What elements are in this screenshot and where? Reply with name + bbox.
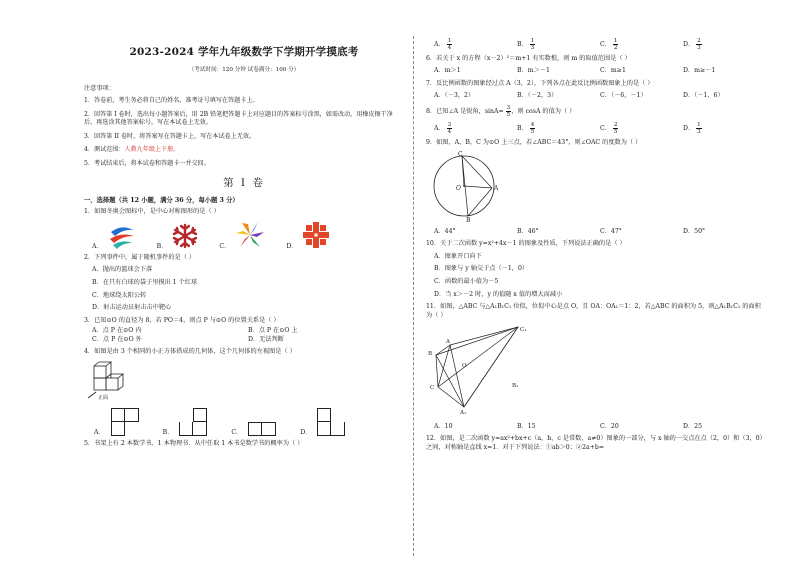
- question-10-option-a: A．图象开口向下: [434, 252, 482, 260]
- numerator: 1: [530, 38, 535, 44]
- question-1-stem: 1．如图冬奥会图标中，是中心对称图形的是（ ）: [84, 207, 220, 215]
- question-9-option-b: B．46°: [517, 228, 539, 236]
- color-petal-emblem-icon: [234, 220, 266, 250]
- denominator: 5: [530, 128, 535, 135]
- option-label: B．: [517, 124, 528, 132]
- question-1-option-c: [219, 220, 266, 250]
- fraction: [447, 38, 453, 51]
- view-shape-d: [317, 408, 345, 436]
- notice-item-4-prefix: 4．测试范围：: [84, 146, 125, 154]
- point-a1-label: A₁: [460, 410, 467, 417]
- fraction: [530, 38, 536, 51]
- option-label: C．: [600, 124, 611, 132]
- question-9-option-c: C．47°: [600, 228, 622, 236]
- question-5-option-a: [434, 38, 517, 51]
- option-label: C．: [600, 41, 611, 48]
- question-7-stem: 7．反比例函数的图象经过点 A（3，2），下列各点在此反比例函数图象上的是（ ）: [426, 79, 654, 87]
- question-12-stem: 12．如图，是二次函数 y=ax²+bx+c（a，b，c 是常数，a≠0）图象的一部分，与 x 轴的一交点在点（2，0）和（3，0）之间，对称轴是直线 x=1．对于下列说法：①ab＞0；②2a+b=: [426, 435, 766, 451]
- option-label: B．: [156, 242, 168, 250]
- fraction: [696, 122, 702, 135]
- notice-item-4: [84, 146, 404, 155]
- denominator: 3: [697, 128, 701, 135]
- question-2-option-d: D．射击运动员射击击中靶心: [92, 304, 172, 312]
- question-4-option-a: [94, 408, 139, 436]
- question-5-stem: 5．书架上有 2 本数学书、1 本物理书．从中任取 1 本书是数学书的概率为（ ）: [84, 439, 304, 447]
- view-shape-c: [248, 422, 276, 436]
- numerator: 2: [697, 38, 701, 44]
- option-label: D．: [683, 124, 695, 132]
- option-label: C．: [231, 428, 243, 436]
- question-4-option-d: [300, 408, 345, 436]
- notice-heading: 注意事项：: [84, 85, 115, 92]
- question-7-option-b: B．（－2，3）: [517, 92, 558, 100]
- point-b-label: B: [466, 217, 471, 225]
- question-11-option-c: C．20: [600, 423, 619, 431]
- part-title: 一、选择题（共 12 小题，满分 36 分，每小题 3 分）: [84, 196, 239, 204]
- question-7-options: [426, 92, 766, 100]
- view-shape-a: [111, 408, 139, 436]
- ribbon-emblem-icon: [107, 224, 137, 250]
- question-5-option-b: [517, 38, 600, 51]
- denominator: 5: [613, 128, 618, 135]
- circle-diagram: [426, 150, 506, 225]
- question-5-options: [426, 38, 766, 51]
- question-8-option-c: [600, 122, 683, 135]
- option-label: B．: [162, 428, 174, 436]
- question-8-option-a: [434, 122, 517, 135]
- question-6-options: [426, 67, 766, 75]
- notice-item-2: 2．回答第 I 卷时，选出每小题答案后，用 2B 铅笔把答题卡上对应题目的答案标号涂黑，如需改动，用橡皮擦干净后，再选涂其他答案标号，写在本试卷上无效。: [84, 110, 393, 127]
- fraction: [447, 122, 453, 135]
- question-8-stem-prefix: 8．已知∠A 是锐角，sinA=: [426, 107, 504, 115]
- question-6-option-a: A．m＞1: [434, 67, 461, 75]
- question-4-stem: 4．如图是由 3 个相同的小正方体搭成的几何体，这个几何体的左视图是（ ）: [84, 348, 296, 356]
- question-6-option-b: B．m＞－1: [517, 67, 550, 75]
- option-label: B．: [517, 41, 528, 48]
- question-11-stem: 11．如图，△ABC 与△A₁B₁C₁ 位似，位似中心是点 O，且 OA：OA₁＝1：2，若△ABC 的面积为 5，则△A₁B₁C₁ 的面积为（ ）: [426, 303, 761, 319]
- question-2-stem: 2．下列事件中，属于随机事件的是（ ）: [84, 253, 196, 261]
- numerator: 1: [613, 38, 618, 44]
- question-4-option-c: [231, 422, 276, 436]
- question-3-stem: 3．已知⊙O 的直径为 8，若 PO＝4，则点 P 与⊙O 的位置关系是（ ）: [84, 316, 280, 324]
- option-label: D．: [683, 41, 695, 48]
- question-8-options: [426, 122, 766, 135]
- question-11-option-d: D．25: [683, 423, 703, 431]
- snowflake-emblem-icon: [171, 222, 199, 250]
- question-4-option-b: [163, 408, 208, 436]
- question-10-option-c: C．函数的最小值为－5: [434, 278, 499, 286]
- denominator: 4: [447, 128, 452, 135]
- question-10-stem: 10．关于二次函数 y=x²+4x－1 的图象及性质，下列说法正确的是（ ）: [426, 240, 626, 248]
- option-label: D．: [300, 428, 312, 436]
- question-2-option-c: C．地球绕太阳公转: [92, 291, 147, 299]
- section-title: 第 I 卷: [223, 176, 265, 189]
- question-4-figure: [84, 360, 404, 404]
- question-2-option-a: A．抛出的篮球会下落: [92, 266, 153, 274]
- point-a-label: A: [446, 339, 450, 346]
- notice-item-4-scope: 人教九年级上下册。: [124, 146, 180, 154]
- column-divider: [413, 36, 414, 556]
- numerator: 1: [697, 121, 701, 128]
- question-11-figure: [426, 323, 766, 419]
- question-10-option-b: B．图象与 y 轴交于点（－1，0）: [434, 265, 529, 273]
- question-9-figure: [426, 150, 766, 224]
- view-shape-b: [179, 408, 207, 436]
- question-9-option-a: A．44°: [434, 228, 456, 236]
- option-label: A．: [434, 41, 445, 48]
- right-column: [426, 38, 766, 452]
- cube-stack-diagram: [84, 360, 144, 400]
- fraction: [696, 38, 702, 51]
- numerator: 1: [447, 38, 452, 44]
- question-9-options: [426, 228, 766, 236]
- cross-pattern-emblem-icon: [301, 220, 331, 250]
- question-7-option-a: A．（－3，2）: [434, 92, 475, 100]
- point-b1-label: B₁: [512, 383, 519, 390]
- point-a-label: A: [494, 185, 499, 193]
- option-label: C．: [219, 242, 231, 250]
- question-8-stem-suffix: ，则 cosA 的值为（ ）: [511, 107, 576, 115]
- question-7-option-c: C．（－6，－1）: [600, 92, 647, 100]
- similar-triangles-diagram: [426, 323, 546, 415]
- option-label: A．: [92, 242, 103, 250]
- point-c-label: C: [458, 151, 463, 159]
- question-1-option-b: [157, 222, 200, 250]
- front-view-label: 正面: [98, 394, 109, 401]
- question-8-option-d: [683, 122, 766, 135]
- question-4-options: [84, 408, 404, 436]
- notice-item-5: 5．考试结束后，将本试卷和答题卡一并交回。: [84, 159, 210, 167]
- point-o-label: O: [462, 363, 467, 370]
- exam-title: 2023-2024 学年九年级数学下学期开学摸底考: [129, 46, 359, 58]
- question-3-options: [84, 327, 404, 344]
- question-3-option-c: C．点 P 在⊙O 外: [92, 335, 142, 343]
- left-column: [84, 40, 404, 448]
- numerator: 4: [530, 121, 535, 128]
- question-5-option-c: [600, 38, 683, 51]
- question-9-stem: 9．如图，A，B，C 为⊙O 上三点，若∠ABC＝43°，则∠OAC 的度数为（ ）: [426, 138, 642, 146]
- question-11-option-b: B．15: [517, 423, 536, 431]
- question-3-option-d: D．无法判断: [248, 335, 284, 343]
- option-label: A．: [94, 428, 105, 436]
- question-9-option-d: D．50°: [683, 228, 706, 236]
- question-1-option-d: [286, 220, 331, 250]
- option-label: D．: [286, 242, 298, 250]
- notice-item-1: 1．答卷前，考生务必将自己的姓名、准考证号填写在答题卡上。: [84, 97, 259, 104]
- fraction: [613, 38, 619, 51]
- question-1-option-a: [92, 224, 137, 250]
- point-o-label: O: [456, 185, 461, 193]
- denominator: 5: [506, 111, 511, 118]
- point-c-label: C: [430, 385, 435, 392]
- numerator: 2: [613, 121, 618, 128]
- question-3-option-b: B．点 P 在⊙O 上: [248, 327, 298, 335]
- question-8-option-b: [517, 122, 600, 135]
- question-11-options: [426, 423, 766, 431]
- question-2-option-b: B．在只有白球的袋子里摸出 1 个红球: [92, 278, 198, 286]
- notice-item-3: 3．回答第 II 卷时，将答案写在答题卡上，写在本试卷上无效。: [84, 132, 256, 140]
- fraction: [530, 122, 536, 135]
- denominator: 3: [697, 45, 701, 51]
- question-7-option-d: D．（－1，6）: [683, 92, 724, 100]
- question-6-option-d: D．m≥－1: [683, 67, 716, 75]
- point-c1-label: C₁: [520, 327, 527, 334]
- option-label: A．: [434, 124, 445, 132]
- question-8-stem: [426, 105, 766, 118]
- denominator: 4: [447, 45, 452, 51]
- denominator: 3: [530, 45, 535, 51]
- question-11-option-a: A．10: [434, 423, 453, 431]
- numerator: 3: [447, 121, 452, 128]
- question-10-option-d: D．当 x＞－2 时，y 的值随 x 值的增大而减小: [434, 290, 563, 298]
- question-5-option-d: [683, 38, 766, 51]
- point-b-label: B: [428, 351, 433, 358]
- numerator: 3: [506, 104, 511, 111]
- question-3-option-a: A．点 P 在⊙O 内: [92, 327, 142, 335]
- exam-info: （考试时间：120 分钟 试卷满分：100 分）: [188, 67, 300, 73]
- question-6-stem: 6．若关于 x 的方程（x－2）²＝m+1 有实数根，则 m 的取值范围是（ ）: [426, 55, 631, 62]
- denominator: 2: [613, 45, 618, 51]
- fraction: [613, 122, 619, 135]
- question-6-option-c: C．m≥1: [600, 67, 626, 75]
- question-1-options: [84, 220, 404, 250]
